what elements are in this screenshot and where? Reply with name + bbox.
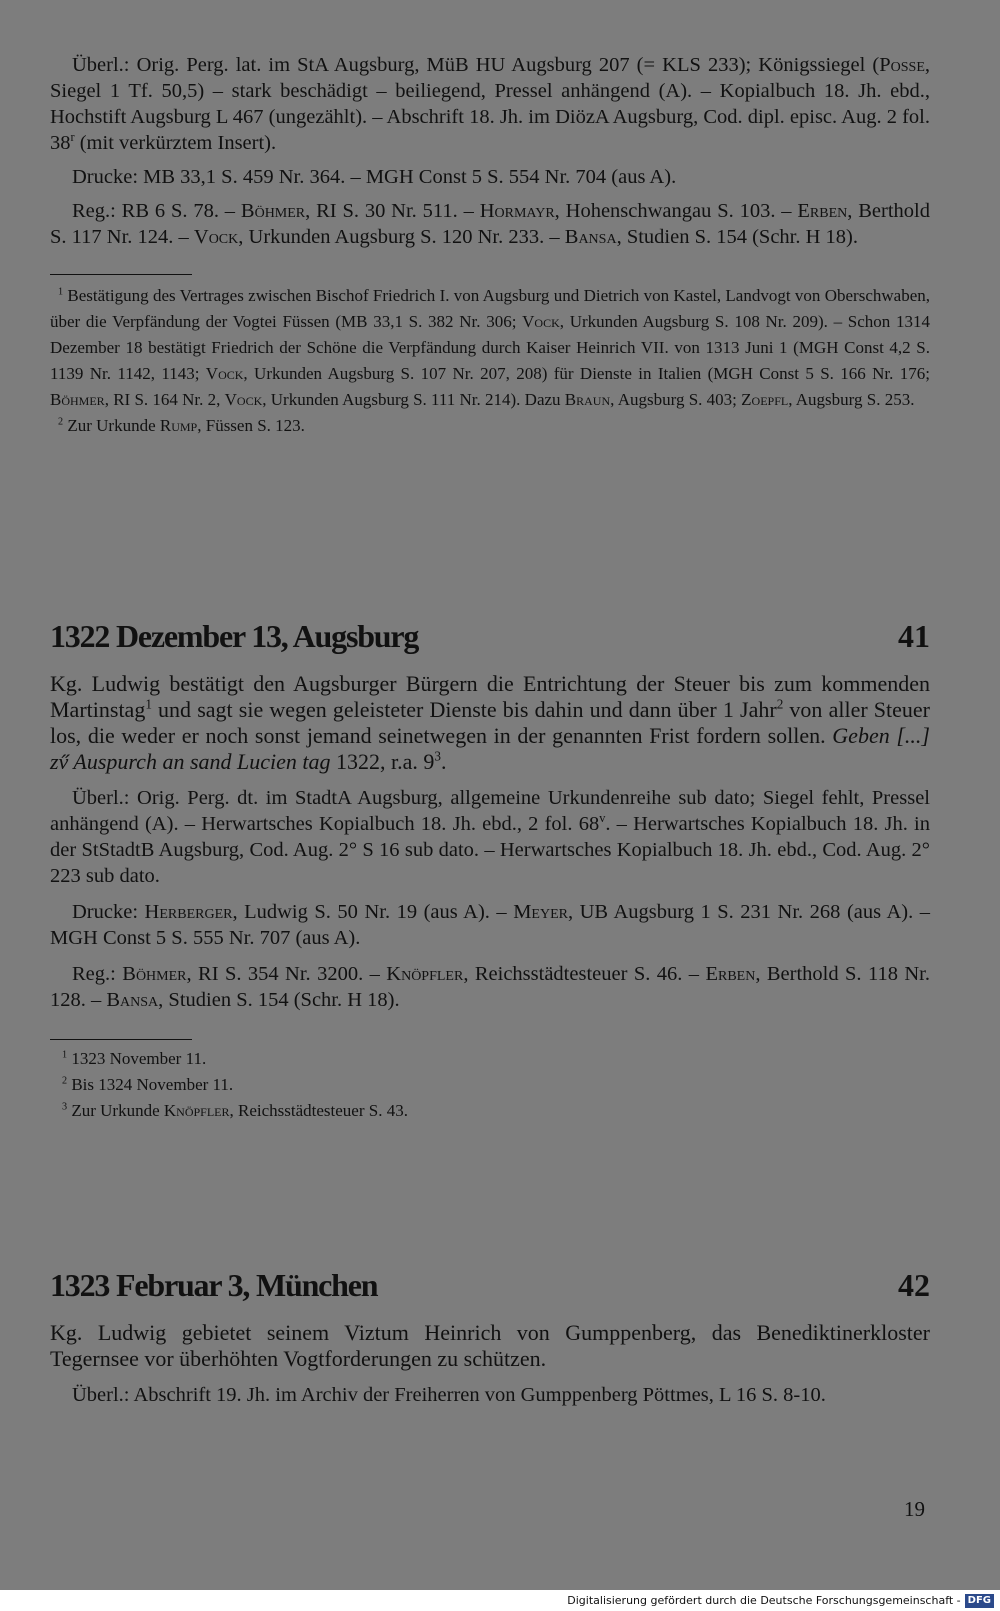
entry-42	[50, 1267, 930, 1408]
drucke-paragraph: Drucke: Herberger, Ludwig S. 50 Nr. 19 (aus A). – Meyer, UB Augsburg 1 S. 231 Nr. 268 (aus A). – MGH Const 5 S. 555 Nr. 707 (aus A).	[50, 901, 931, 949]
footnote-1: $^1$ Bestätigung des Vertrages zwischen Bischof Friedrich I. von Augsburg und Dietrich von Kastel, Landvogt von Oberschwaben, über die Verpfändung der Vogtei Füssen (MB 33,1 S. 382 Nr. 306; Vock, Urkunden Augsburg S. 108 Nr. 209). – Schon 1314 Dezember 18 bestätigt Friedrich der Schöne die Verpfändung durch Kaiser Heinrich VII. von 1313 Juni 1 (MGH Const 4,2 S. 1139 Nr. 1142, 1143; Vock, Urkunden Augsburg S. 107 Nr. 207, 208) für Dienste in Italien (MGH Const 5 S. 166 Nr. 176; Böhmer, RI S. 164 Nr. 2, Vock, Urkunden Augsburg S. 111 Nr. 214). Dazu Braun, Augsburg S. 403; Zoepfl, Augsburg S. 253.	[50, 286, 930, 409]
footnote-separator	[50, 274, 192, 275]
entry-date-place: 1322 Dezember 13, Augsburg	[50, 618, 419, 654]
entry-number: 42	[898, 1267, 930, 1303]
regest-paragraph: Kg. Ludwig gebietet seinem Viztum Heinrich von Gumppenberg, das Benediktinerkloster Tegernsee vor überhöhten Vogtforderungen zu schützen.	[50, 1320, 930, 1371]
entry-heading	[50, 1267, 930, 1304]
entry-40-apparatus	[50, 52, 930, 439]
uberlieferung-paragraph: Überl.: Abschrift 19. Jh. im Archiv der Freiherren von Gumppenberg Pöttmes, L 16 S. 8-10.	[72, 1384, 826, 1406]
entry-number: 41	[898, 618, 930, 654]
uberlieferung-paragraph: Überl.: Orig. Perg. dt. im StadtA Augsburg, allgemeine Urkundenreihe sub dato; Siegel fehlt, Pressel anhängend (A). – Herwartsches Kopialbuch 18. Jh. ebd., 2 fol. 68$^v$. – Herwartsches Kopialbuch 18. Jh. in der StStadtB Augsburg, Cod. Aug. 2° S 16 sub dato. – Herwartsches Kopialbuch 18. Jh. ebd., Cod. Aug. 2° 223 sub dato.	[50, 787, 930, 887]
dfg-logo: DFG	[965, 1594, 994, 1608]
footnote-separator	[50, 1039, 192, 1040]
uberlieferung-paragraph: Überl.: Orig. Perg. lat. im StA Augsburg, MüB HU Augsburg 207 (= KLS 233); Königssiegel (Posse, Siegel 1 Tf. 50,5) – stark beschädigt – beiliegend, Pressel anhängend (A). – Kopialbuch 18. Jh. ebd., Hochstift Augsburg L 467 (ungezählt). – Abschrift 18. Jh. im DiözA Augsburg, Cod. dipl. episc. Aug. 2 fol. 38$^r$ (mit verkürztem Insert).	[50, 54, 930, 154]
footer-text: Digitalisierung gefördert durch die Deutsche Forschungsgemeinschaft -	[567, 1594, 961, 1607]
footnote-2: $^2$ Zur Urkunde Rump, Füssen S. 123.	[58, 416, 305, 435]
page-number: 19	[904, 1497, 925, 1521]
entry-41	[50, 618, 930, 1124]
regesten-paragraph: Reg.: Böhmer, RI S. 354 Nr. 3200. – Knöpfler, Reichsstädtesteuer S. 46. – Erben, Berthold S. 118 Nr. 128. – Bansa, Studien S. 154 (Schr. H 18).	[50, 963, 930, 1011]
regesten-paragraph: Reg.: RB 6 S. 78. – Böhmer, RI S. 30 Nr. 511. – Hormayr, Hohenschwangau S. 103. – Erben, Berthold S. 117 Nr. 124. – Vock, Urkunden Augsburg S. 120 Nr. 233. – Bansa, Studien S. 154 (Schr. H 18).	[50, 200, 930, 248]
footnote-3: $^3$ Zur Urkunde Knöpfler, Reichsstädtesteuer S. 43.	[62, 1101, 408, 1120]
regest-paragraph: Kg. Ludwig bestätigt den Augsburger Bürgern die Entrichtung der Steuer bis zum kommenden Martinstag$^1$ und sagt sie wegen geleisteter Dienste bis dahin und dann über 1 Jahr$^2$ von aller Steuer los, die weder er noch sonst jemand seinetwegen in der genannten Frist fordern sollen. Geben [...] zv Auspurch an sand Lucien tag 1322, r.a. $9^3$.	[50, 671, 930, 774]
footnote-1: $^1$ 1323 November 11.	[62, 1049, 207, 1068]
drucke-paragraph: Drucke: MB 33,1 S. 459 Nr. 364. – MGH Const 5 S. 554 Nr. 704 (aus A).	[72, 166, 677, 188]
dfg-footer	[0, 1590, 1000, 1611]
footnote-2: $^2$ Bis 1324 November 11.	[62, 1075, 234, 1094]
entry-heading	[50, 618, 930, 655]
entry-date-place: 1323 Februar 3, München	[50, 1267, 378, 1303]
